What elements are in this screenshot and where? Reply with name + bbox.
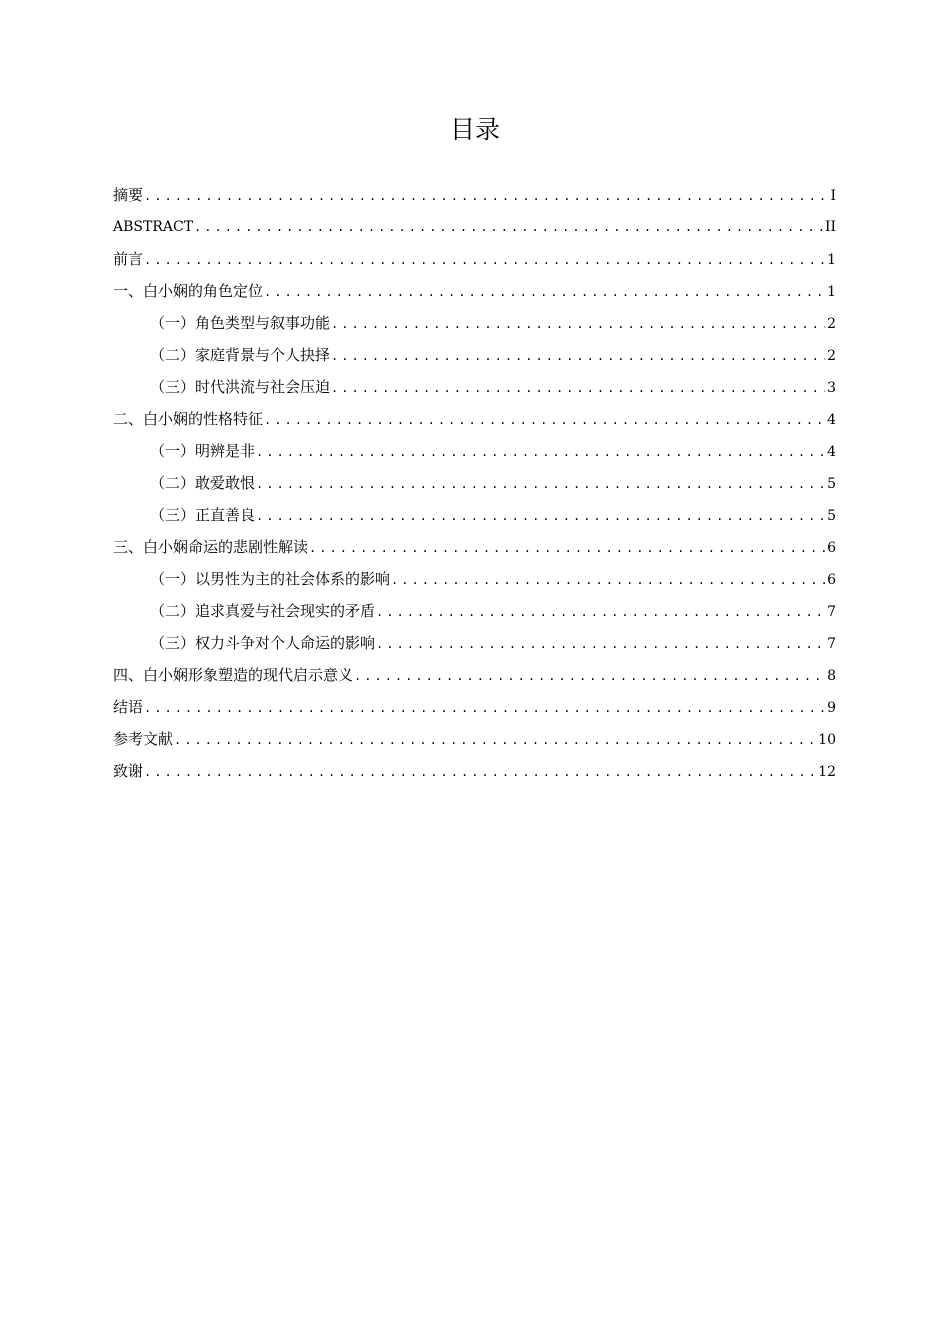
toc-entry-page: 2 <box>827 316 836 332</box>
dot-leader <box>354 660 825 692</box>
toc-entry-page: 4 <box>827 444 836 460</box>
toc-entry-page: 3 <box>827 380 836 396</box>
toc-list <box>113 179 836 787</box>
toc-entry-chapter-1[interactable] <box>113 275 836 307</box>
toc-entry-label: （一）角色类型与叙事功能 <box>150 314 331 332</box>
toc-entry-label: 前言 <box>113 250 144 268</box>
toc-entry-page: 5 <box>827 508 836 524</box>
toc-entry-page: 6 <box>827 540 836 556</box>
toc-entry-label: （二）敢爱敢恨 <box>150 474 256 492</box>
toc-entry-section-3-1[interactable] <box>113 563 836 595</box>
toc-entry-page: 12 <box>818 764 836 780</box>
dot-leader <box>194 211 823 243</box>
dot-leader <box>331 308 825 340</box>
toc-entry-section-3-3[interactable] <box>113 627 836 659</box>
dot-leader <box>144 692 825 724</box>
toc-entry-section-1-2[interactable] <box>113 339 836 371</box>
toc-entry-page: 10 <box>818 732 836 748</box>
toc-entry-label: 二、白小娴的性格特征 <box>113 410 264 428</box>
toc-entry-section-1-1[interactable] <box>113 307 836 339</box>
toc-entry-label: （三）正直善良 <box>150 506 256 524</box>
toc-entry-page: II <box>824 219 836 235</box>
toc-entry-section-2-3[interactable] <box>113 499 836 531</box>
toc-entry-label: 三、白小娴命运的悲剧性解读 <box>113 538 309 556</box>
toc-entry-label: 致谢 <box>113 762 144 780</box>
dot-leader <box>331 340 825 372</box>
toc-entry-page: I <box>830 188 836 204</box>
dot-leader <box>256 500 825 532</box>
toc-entry-page: 1 <box>827 252 836 268</box>
toc-entry-preface[interactable] <box>113 243 836 275</box>
toc-entry-chapter-2[interactable] <box>113 403 836 435</box>
toc-entry-abstract-cn[interactable] <box>113 179 836 211</box>
dot-leader <box>256 436 825 468</box>
dot-leader <box>391 564 825 596</box>
toc-entry-page: 7 <box>827 604 836 620</box>
toc-entry-page: 4 <box>827 412 836 428</box>
toc-entry-page: 7 <box>827 636 836 652</box>
dot-leader <box>331 372 825 404</box>
toc-entry-page: 6 <box>827 572 836 588</box>
toc-entry-page: 8 <box>827 668 836 684</box>
toc-entry-page: 5 <box>827 476 836 492</box>
toc-entry-label: （二）家庭背景与个人抉择 <box>150 346 331 364</box>
dot-leader <box>376 628 825 660</box>
dot-leader <box>256 468 825 500</box>
toc-entry-section-3-2[interactable] <box>113 595 836 627</box>
toc-entry-section-1-3[interactable] <box>113 371 836 403</box>
toc-entry-references[interactable] <box>113 723 836 755</box>
toc-entry-page: 2 <box>827 348 836 364</box>
toc-entry-label: ABSTRACT <box>113 219 194 235</box>
toc-entry-section-2-1[interactable] <box>113 435 836 467</box>
toc-entry-section-2-2[interactable] <box>113 467 836 499</box>
toc-entry-label: （三）权力斗争对个人命运的影响 <box>150 634 376 652</box>
toc-entry-conclusion[interactable] <box>113 691 836 723</box>
dot-leader <box>309 532 825 564</box>
toc-entry-chapter-4[interactable] <box>113 659 836 691</box>
toc-entry-label: 参考文献 <box>113 730 174 748</box>
dot-leader <box>144 756 816 788</box>
dot-leader <box>264 404 825 436</box>
toc-entry-label: 摘要 <box>113 186 144 204</box>
toc-entry-label: （二）追求真爱与社会现实的矛盾 <box>150 602 376 620</box>
toc-entry-label: （一）明辨是非 <box>150 442 256 460</box>
dot-leader <box>144 244 825 276</box>
toc-entry-label: （三）时代洪流与社会压迫 <box>150 378 331 396</box>
dot-leader <box>144 180 828 212</box>
toc-entry-page: 9 <box>827 700 836 716</box>
toc-entry-chapter-3[interactable] <box>113 531 836 563</box>
toc-title: 目录 <box>449 115 500 144</box>
dot-leader <box>376 596 825 628</box>
toc-entry-page: 1 <box>827 284 836 300</box>
dot-leader <box>264 276 825 308</box>
dot-leader <box>174 724 816 756</box>
toc-entry-acknowledgements[interactable] <box>113 755 836 787</box>
toc-entry-abstract-en[interactable] <box>113 211 836 243</box>
toc-entry-label: （一）以男性为主的社会体系的影响 <box>150 570 391 588</box>
toc-entry-label: 结语 <box>113 698 144 716</box>
toc-entry-label: 一、白小娴的角色定位 <box>113 282 264 300</box>
toc-entry-label: 四、白小娴形象塑造的现代启示意义 <box>113 666 354 684</box>
